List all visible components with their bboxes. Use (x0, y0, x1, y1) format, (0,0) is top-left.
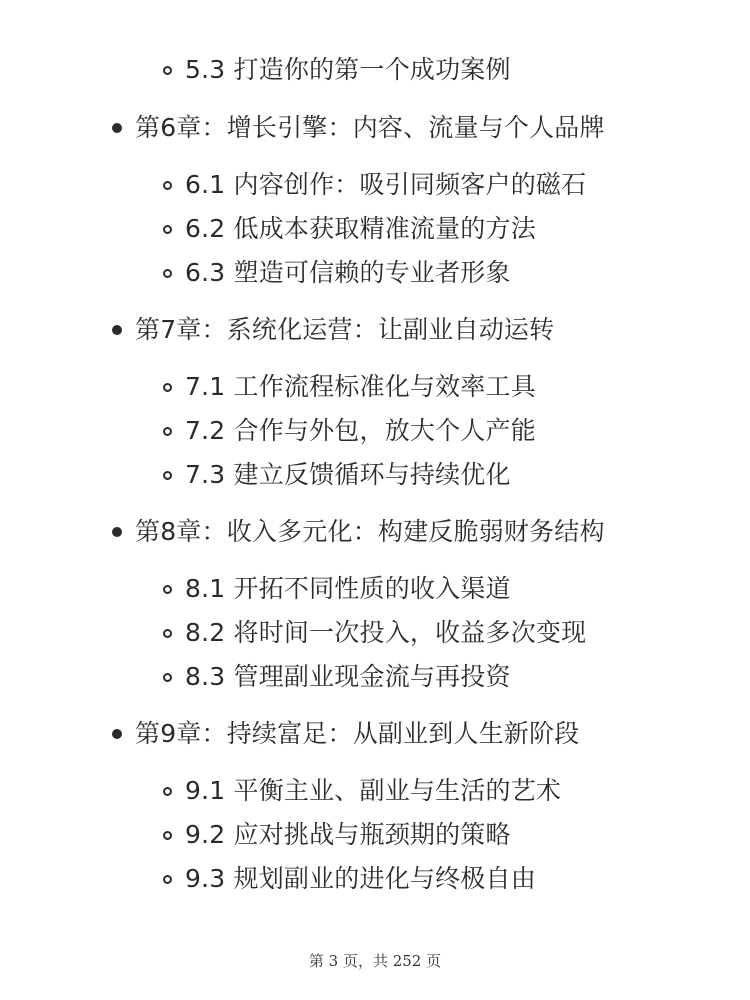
toc-section-item (163, 167, 586, 203)
filled-bullet-icon (112, 123, 122, 133)
hollow-bullet-icon (163, 585, 172, 594)
toc-chapter-label: 第7章：系统化运营：让副业自动运转 (135, 315, 555, 344)
filled-bullet-icon (112, 325, 122, 335)
toc-section-label: 9.1 平衡主业、副业与生活的艺术 (185, 776, 562, 805)
toc-section-item (163, 413, 536, 449)
toc-section-label: 8.1 开拓不同性质的收入渠道 (185, 574, 511, 603)
toc-section-item (163, 52, 511, 88)
filled-bullet-icon (112, 527, 122, 537)
toc-section-label: 9.2 应对挑战与瓶颈期的策略 (185, 820, 511, 849)
toc-section-label: 8.2 将时间一次投入，收益多次变现 (185, 618, 587, 647)
toc-section-label: 6.1 内容创作：吸引同频客户的磁石 (185, 170, 587, 199)
toc-chapter-item (112, 312, 554, 348)
hollow-bullet-icon (163, 427, 172, 436)
toc-section-item (163, 457, 511, 493)
toc-section-item (163, 659, 511, 695)
toc-chapter-label: 第6章：增长引擎：内容、流量与个人品牌 (135, 113, 605, 142)
toc-section-item (163, 773, 561, 809)
hollow-bullet-icon (163, 383, 172, 392)
toc-section-item (163, 255, 511, 291)
toc-section-label: 7.1 工作流程标准化与效率工具 (185, 372, 536, 401)
toc-chapter-item (112, 716, 580, 752)
page-number-footer: 第 3 页，共 252 页 (308, 952, 442, 970)
toc-chapter-label: 第9章：持续富足：从副业到人生新阶段 (135, 719, 580, 748)
hollow-bullet-icon (163, 629, 172, 638)
hollow-bullet-icon (163, 181, 172, 190)
toc-section-label: 7.2 合作与外包，放大个人产能 (185, 416, 536, 445)
toc-section-label: 9.3 规划副业的进化与终极自由 (185, 864, 536, 893)
toc-section-item (163, 861, 536, 897)
hollow-bullet-icon (163, 787, 172, 796)
filled-bullet-icon (112, 729, 122, 739)
toc-section-label: 6.2 低成本获取精准流量的方法 (185, 214, 536, 243)
toc-chapter-item (112, 514, 605, 550)
toc-section-label: 5.3 打造你的第一个成功案例 (185, 55, 511, 84)
hollow-bullet-icon (163, 831, 172, 840)
hollow-bullet-icon (163, 269, 172, 278)
hollow-bullet-icon (163, 673, 172, 682)
toc-section-item (163, 615, 586, 651)
toc-chapter-label: 第8章：收入多元化：构建反脆弱财务结构 (135, 517, 605, 546)
hollow-bullet-icon (163, 471, 172, 480)
toc-section-label: 6.3 塑造可信赖的专业者形象 (185, 258, 511, 287)
toc-section-label: 8.3 管理副业现金流与再投资 (185, 662, 511, 691)
toc-section-item (163, 817, 511, 853)
hollow-bullet-icon (163, 875, 172, 884)
hollow-bullet-icon (163, 225, 172, 234)
toc-section-item (163, 211, 536, 247)
toc-chapter-item (112, 110, 605, 146)
toc-section-label: 7.3 建立反馈循环与持续优化 (185, 460, 511, 489)
hollow-bullet-icon (163, 66, 172, 75)
toc-section-item (163, 571, 511, 607)
toc-section-item (163, 369, 536, 405)
